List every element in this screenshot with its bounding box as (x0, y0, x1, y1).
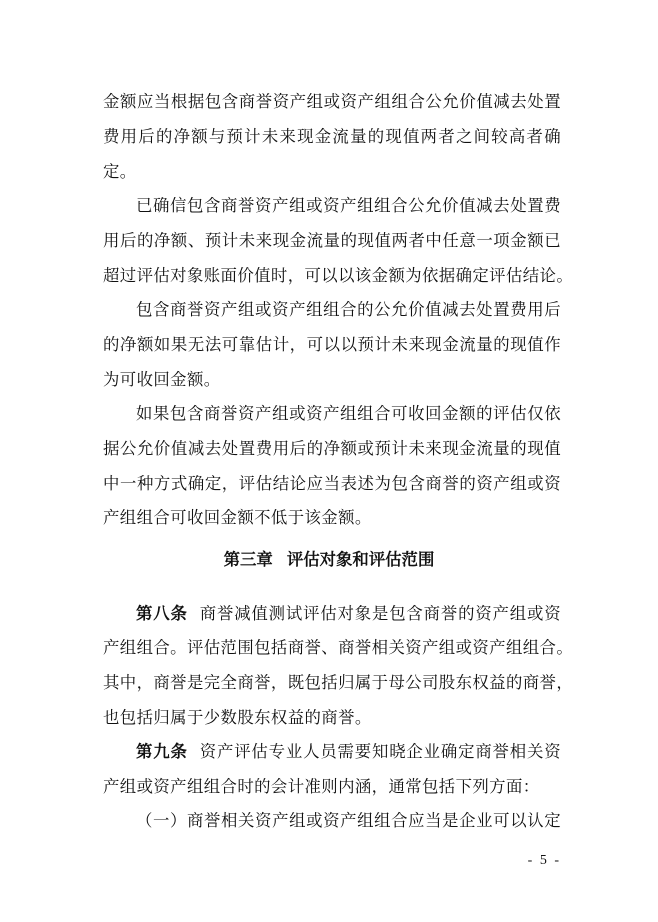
text-line: 已确信包含商誉资产组或资产组组合公允价值减去处置费 (136, 196, 561, 215)
article-line (136, 604, 561, 624)
text-line: 包含商誉资产组或资产组组合的公允价值减去处置费用后 (136, 300, 561, 319)
text-line: 定。 (103, 162, 137, 181)
article-text: 资产评估专业人员需要知晓企业确定商誉相关资 (199, 742, 561, 761)
article-text: 商誉减值测试评估对象是包含商誉的资产组或资 (199, 604, 561, 623)
text-line: 为可收回金额。 (103, 370, 221, 389)
text-line: 超过评估对象账面价值时，可以以该金额为依据确定评估结论。 (103, 266, 574, 285)
text-line: 产组组合。评估范围包括商誉、商誉相关资产组或资产组组合。 (103, 638, 574, 657)
article-label: 第八条 (136, 604, 188, 623)
text-line: 如果包含商誉资产组或资产组组合可收回金额的评估仅依 (136, 404, 561, 423)
text-line: 也包括归属于少数股东权益的商誉。 (103, 708, 372, 727)
text-line: 中一种方式确定，评估结论应当表述为包含商誉的资产组或资 (103, 474, 561, 493)
article-line (136, 742, 561, 762)
chapter-number: 第三章 (223, 550, 273, 569)
text-line: （一）商誉相关资产组或资产组组合应当是企业可以认定 (136, 811, 561, 830)
text-line: 的净额如果无法可靠估计，可以以预计未来现金流量的现值作 (103, 335, 561, 354)
chapter-heading (0, 549, 658, 571)
text-line: 产组组合可收回金额不低于该金额。 (103, 508, 372, 527)
text-line: 其中，商誉是完全商誉，既包括归属于母公司股东权益的商誉， (103, 673, 574, 692)
text-line: 金额应当根据包含商誉资产组或资产组组合公允价值减去处置 (103, 92, 561, 111)
page-number: - 5 - (527, 853, 561, 868)
text-line: 产组或资产组组合时的会计准则内涵，通常包括下列方面： (103, 777, 540, 796)
article-label: 第九条 (136, 742, 188, 761)
text-line: 费用后的净额与预计未来现金流量的现值两者之间较高者确 (103, 127, 561, 146)
chapter-title: 评估对象和评估范围 (286, 550, 435, 569)
text-line: 用后的净额、预计未来现金流量的现值两者中任意一项金额已 (103, 231, 561, 250)
text-line: 据公允价值减去处置费用后的净额或预计未来现金流量的现值 (103, 439, 561, 458)
